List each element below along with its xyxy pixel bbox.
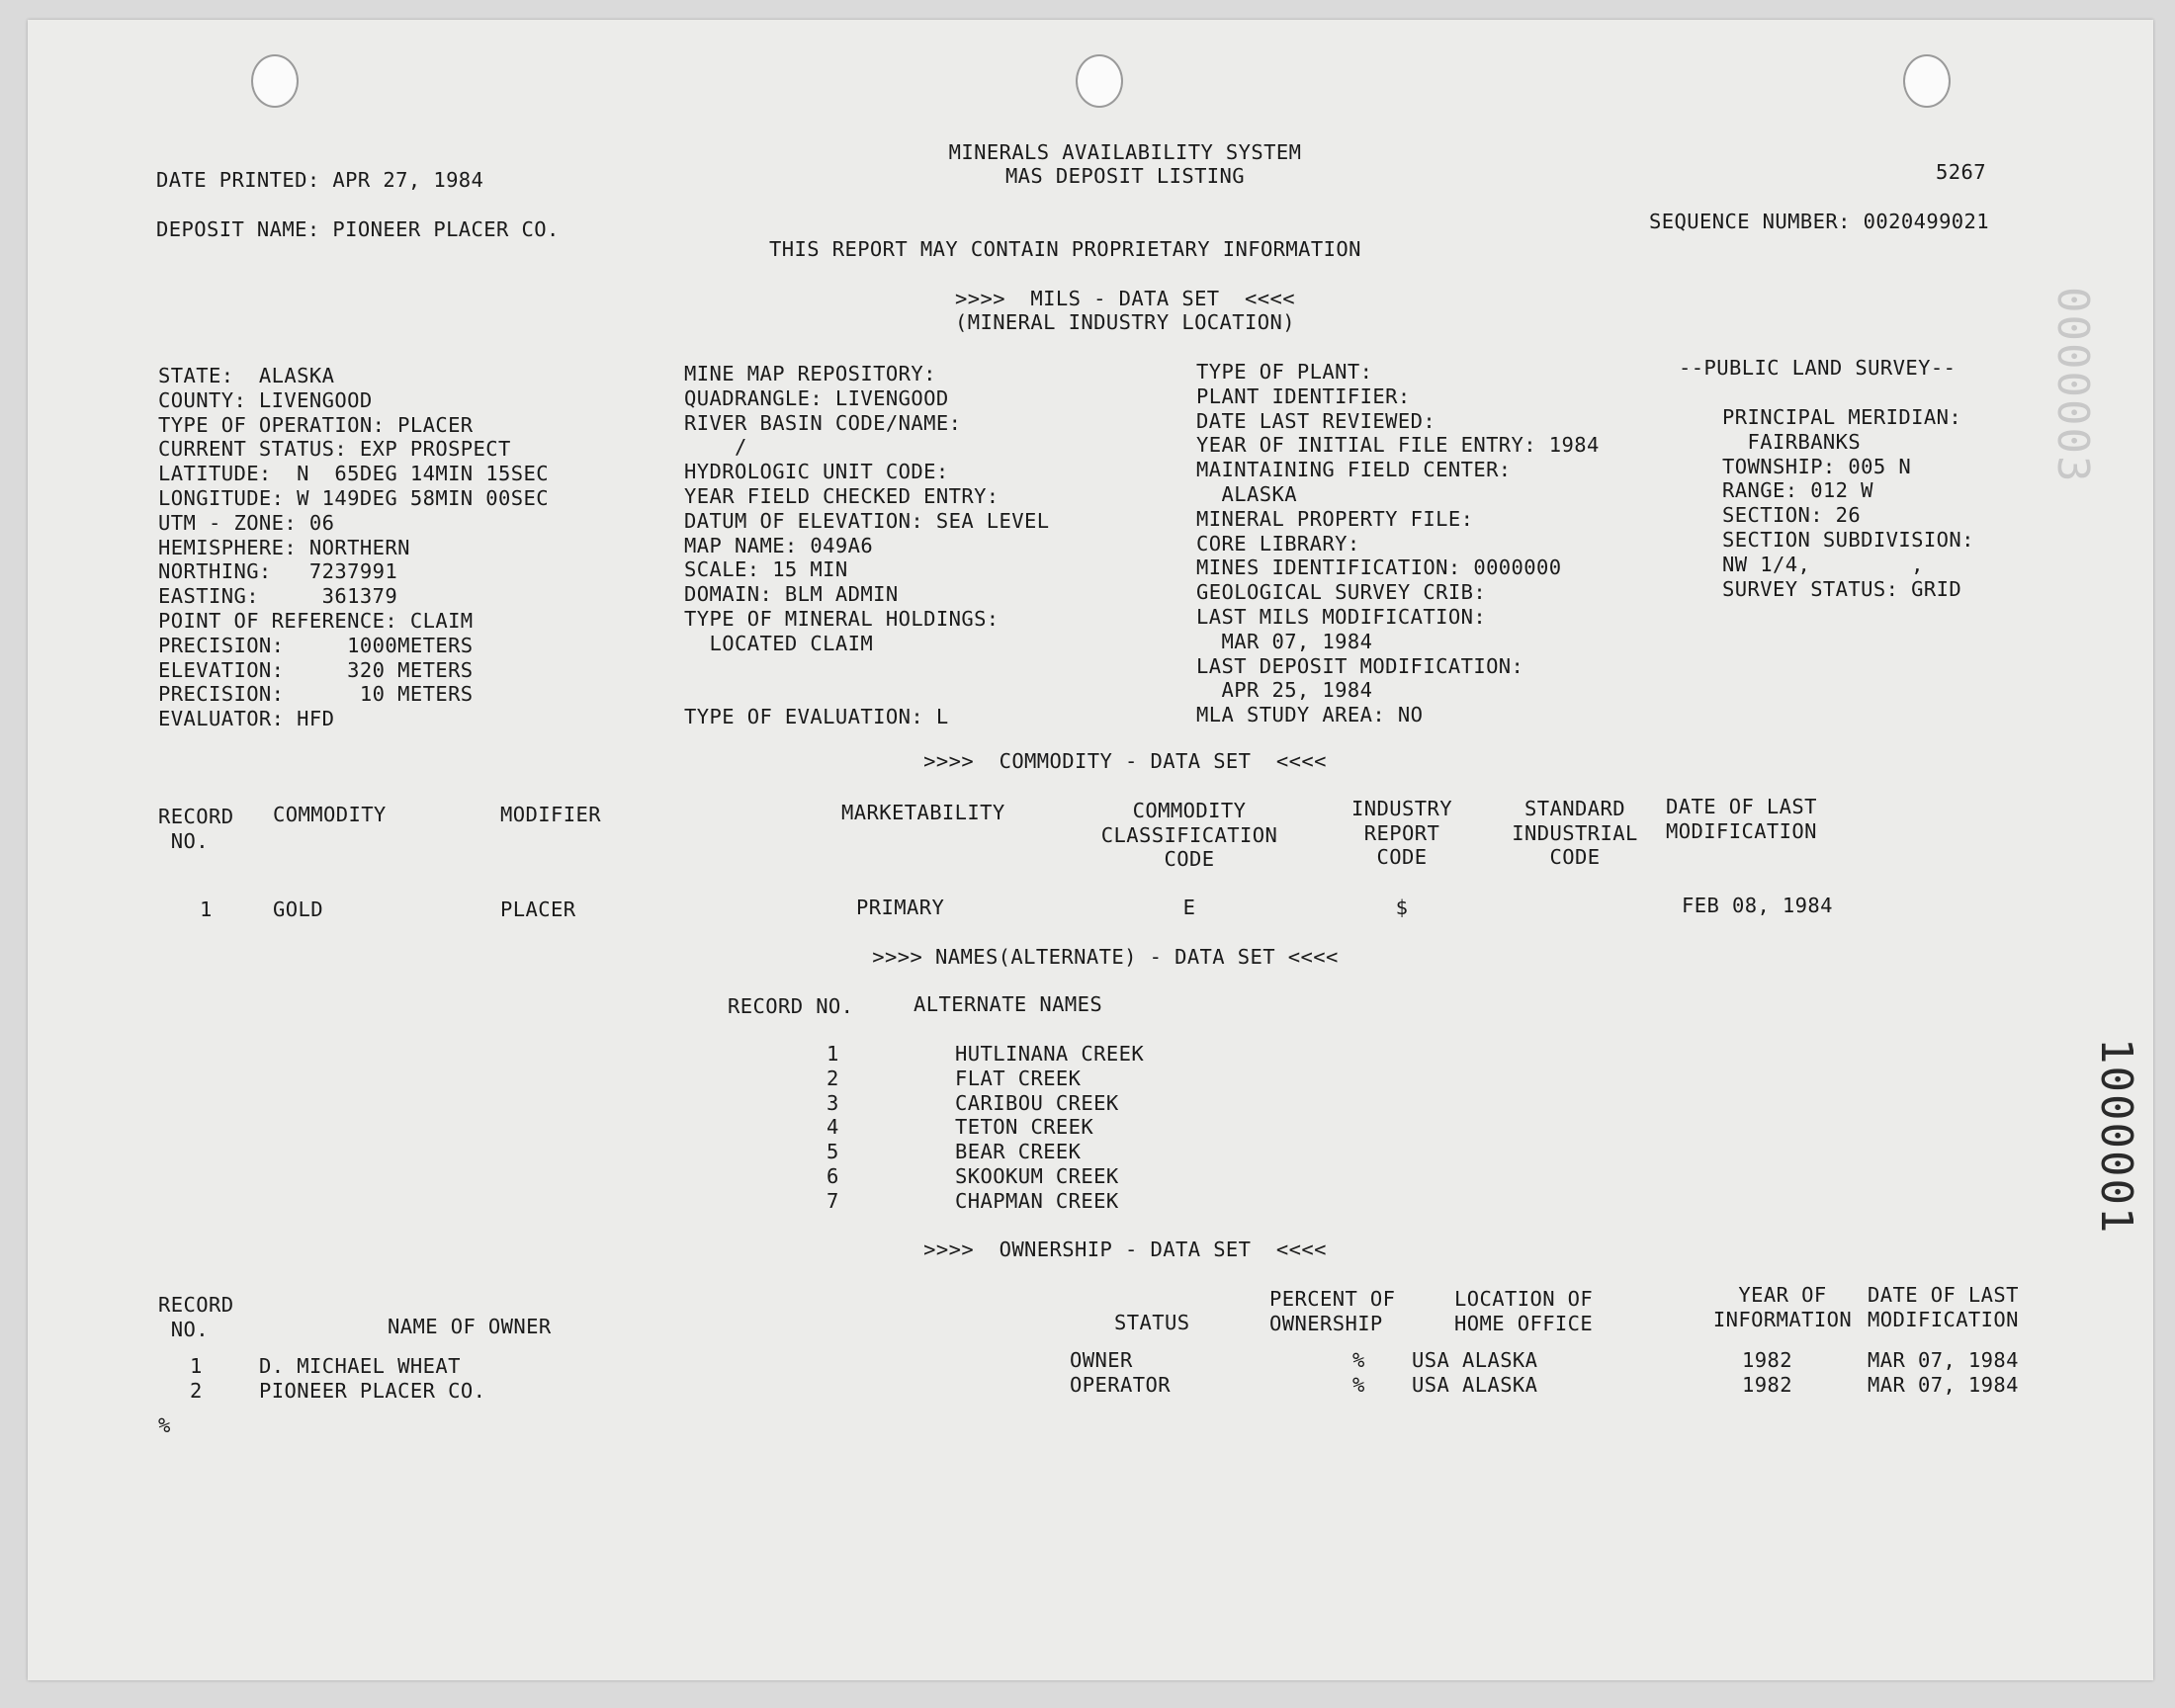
survey-field: SECTION SUBDIVISION: (1722, 528, 1974, 552)
mils-field: DATE LAST REVIEWED: (1196, 408, 1436, 433)
mils-field: UTM - ZONE: 06 (158, 510, 335, 535)
owner-percent: % (1352, 1348, 1365, 1372)
binder-hole (1076, 54, 1123, 108)
owner-location: USA ALASKA (1412, 1372, 1538, 1397)
commodity-col-marketability: MARKETABILITY (841, 801, 1005, 824)
mils-field: NORTHING: 7237991 (158, 559, 398, 584)
alternate-name: BEAR CREEK (955, 1140, 1082, 1164)
binder-hole (251, 54, 299, 108)
alternate-name: SKOOKUM CREEK (955, 1164, 1119, 1188)
alternate-name: FLAT CREEK (955, 1066, 1082, 1090)
mils-field: APR 25, 1984 (1196, 678, 1373, 703)
mils-subheading: (MINERAL INDUSTRY LOCATION) (954, 310, 1296, 334)
alternate-name: HUTLINANA CREEK (955, 1042, 1145, 1066)
mils-field: TYPE OF EVALUATION: L (684, 705, 949, 729)
alternate-name-record-no: 7 (826, 1188, 839, 1213)
mils-field: POINT OF REFERENCE: CLAIM (158, 609, 474, 633)
survey-field: SURVEY STATUS: GRID (1722, 576, 1962, 601)
mils-field: DOMAIN: BLM ADMIN (684, 582, 899, 607)
names-col-names: ALTERNATE NAMES (914, 992, 1103, 1016)
survey-field: SECTION: 26 (1722, 503, 1862, 528)
survey-field: RANGE: 012 W (1722, 478, 1873, 503)
sequence-number: SEQUENCE NUMBER: 0020499021 (1649, 210, 1990, 233)
deposit-name: DEPOSIT NAME: PIONEER PLACER CO. (156, 217, 560, 241)
alternate-name-record-no: 2 (826, 1066, 839, 1090)
alternate-name: CHAPMAN CREEK (955, 1188, 1119, 1213)
survey-field: FAIRBANKS (1722, 429, 1862, 454)
mils-field: MINERAL PROPERTY FILE: (1196, 506, 1474, 531)
commodity-row-classification: E (1182, 896, 1196, 919)
names-heading: >>>> NAMES(ALTERNATE) - DATA SET <<<< (872, 945, 1339, 969)
mils-field: TYPE OF MINERAL HOLDINGS: (684, 607, 1000, 631)
mils-field: STATE: ALASKA (158, 364, 335, 387)
mils-field: YEAR OF INITIAL FILE ENTRY: 1984 (1196, 433, 1600, 458)
mils-field: PLANT IDENTIFIER: (1196, 384, 1411, 408)
mils-field: DATUM OF ELEVATION: SEA LEVEL (684, 508, 1050, 533)
mils-field: MAR 07, 1984 (1196, 629, 1373, 653)
mils-heading: >>>> MILS - DATA SET <<<< (954, 287, 1296, 310)
survey-field: TOWNSHIP: 005 N (1722, 454, 1912, 478)
mils-field: SCALE: 15 MIN (684, 557, 848, 582)
stamp-number-bottom: 1000001 (2091, 1038, 2141, 1236)
mils-field: MAINTAINING FIELD CENTER: (1196, 458, 1512, 482)
mils-field: / (684, 435, 747, 460)
owner-name: PIONEER PLACER CO. (259, 1378, 486, 1403)
commodity-col-industry: INDUSTRY REPORT CODE (1351, 797, 1452, 870)
printout-page (28, 20, 2153, 1680)
mils-field: ALASKA (1196, 482, 1297, 506)
commodity-row-modifier: PLACER (500, 897, 576, 921)
mils-field: LONGITUDE: W 149DEG 58MIN 00SEC (158, 486, 550, 510)
mils-field: CURRENT STATUS: EXP PROSPECT (158, 437, 511, 462)
mils-field: HYDROLOGIC UNIT CODE: (684, 460, 949, 484)
proprietary-notice: THIS REPORT MAY CONTAIN PROPRIETARY INFORMATION (769, 237, 1361, 261)
owner-location: USA ALASKA (1412, 1348, 1538, 1372)
ownership-col-percent: PERCENT OF OWNERSHIP (1269, 1287, 1396, 1335)
commodity-col-commodity: COMMODITY (273, 803, 387, 826)
owner-status: OPERATOR (1070, 1372, 1171, 1397)
commodity-col-modifier: MODIFIER (500, 803, 601, 826)
owner-name: D. MICHAEL WHEAT (259, 1354, 461, 1378)
ownership-col-status: STATUS (1114, 1311, 1190, 1334)
date-printed: DATE PRINTED: APR 27, 1984 (156, 168, 484, 192)
mils-field: LATITUDE: N 65DEG 14MIN 15SEC (158, 462, 550, 486)
mils-field: YEAR FIELD CHECKED ENTRY: (684, 484, 1000, 508)
ownership-col-year: YEAR OF INFORMATION (1712, 1283, 1853, 1331)
alternate-name-record-no: 1 (826, 1042, 839, 1066)
alternate-name: TETON CREEK (955, 1115, 1094, 1140)
survey-field: NW 1/4, , (1722, 552, 1924, 576)
commodity-col-date: DATE OF LAST MODIFICATION (1666, 795, 1817, 843)
public-land-survey-title: --PUBLIC LAND SURVEY-- (1679, 356, 1957, 380)
ownership-footer: % (158, 1413, 171, 1437)
binder-hole (1903, 54, 1951, 108)
mils-field: MLA STUDY AREA: NO (1196, 703, 1424, 727)
owner-date: MAR 07, 1984 (1868, 1348, 2019, 1372)
mils-field: PRECISION: 1000METERS (158, 633, 474, 657)
owner-record-no: 1 (190, 1354, 203, 1378)
commodity-heading: >>>> COMMODITY - DATA SET <<<< (923, 749, 1327, 773)
mils-field: EASTING: 361379 (158, 584, 398, 609)
commodity-col-record: RECORD NO. (158, 805, 234, 853)
ownership-col-owner: NAME OF OWNER (388, 1315, 552, 1338)
mils-field: PRECISION: 10 METERS (158, 682, 474, 707)
mils-field: MINE MAP REPOSITORY: (684, 362, 936, 385)
owner-date: MAR 07, 1984 (1868, 1372, 2019, 1397)
report-subtitle: MAS DEPOSIT LISTING (1004, 164, 1246, 188)
survey-field: PRINCIPAL MERIDIAN: (1722, 405, 1962, 429)
mils-field: CORE LIBRARY: (1196, 531, 1360, 555)
mils-field: MINES IDENTIFICATION: 0000000 (1196, 555, 1562, 580)
mils-field: ELEVATION: 320 METERS (158, 657, 474, 682)
alternate-name-record-no: 6 (826, 1164, 839, 1188)
mils-field: HEMISPHERE: NORTHERN (158, 535, 410, 559)
commodity-col-sic: STANDARD INDUSTRIAL CODE (1512, 797, 1638, 870)
ownership-col-date: DATE OF LAST MODIFICATION (1868, 1283, 2019, 1331)
alternate-name-record-no: 4 (826, 1115, 839, 1140)
mils-field: MAP NAME: 049A6 (684, 533, 874, 557)
owner-status: OWNER (1070, 1348, 1133, 1372)
mils-field: LAST MILS MODIFICATION: (1196, 605, 1487, 629)
mils-field: TYPE OF OPERATION: PLACER (158, 412, 474, 437)
mils-field: LOCATED CLAIM (684, 631, 874, 655)
commodity-row-date: FEB 08, 1984 (1682, 894, 1833, 917)
ownership-heading: >>>> OWNERSHIP - DATA SET <<<< (923, 1238, 1327, 1261)
mils-field: RIVER BASIN CODE/NAME: (684, 410, 962, 435)
stamp-number-top: 0000003 (2047, 287, 2098, 484)
page-number: 5267 (1936, 160, 1986, 184)
commodity-row-name: GOLD (273, 897, 323, 921)
mils-field: EVALUATOR: HFD (158, 707, 335, 731)
mils-field: LAST DEPOSIT MODIFICATION: (1196, 653, 1524, 678)
alternate-name: CARIBOU CREEK (955, 1090, 1119, 1115)
ownership-col-location: LOCATION OF HOME OFFICE (1454, 1287, 1594, 1335)
mils-field: QUADRANGLE: LIVENGOOD (684, 385, 949, 410)
ownership-col-record: RECORD NO. (158, 1293, 234, 1341)
report-title: MINERALS AVAILABILITY SYSTEM (948, 140, 1302, 164)
owner-year: 1982 (1742, 1372, 1792, 1397)
commodity-row-no: 1 (200, 897, 213, 921)
owner-percent: % (1352, 1372, 1365, 1397)
alternate-name-record-no: 5 (826, 1140, 839, 1164)
commodity-row-industry: $ (1395, 896, 1409, 919)
mils-field: GEOLOGICAL SURVEY CRIB: (1196, 580, 1487, 605)
mils-field: COUNTY: LIVENGOOD (158, 387, 373, 412)
alternate-name-record-no: 3 (826, 1090, 839, 1115)
owner-year: 1982 (1742, 1348, 1792, 1372)
commodity-col-classification: COMMODITY CLASSIFICATION CODE (1100, 799, 1278, 872)
mils-field: TYPE OF PLANT: (1196, 360, 1373, 384)
names-col-record: RECORD NO. (728, 994, 854, 1018)
commodity-row-marketability: PRIMARY (856, 896, 945, 919)
owner-record-no: 2 (190, 1378, 203, 1403)
